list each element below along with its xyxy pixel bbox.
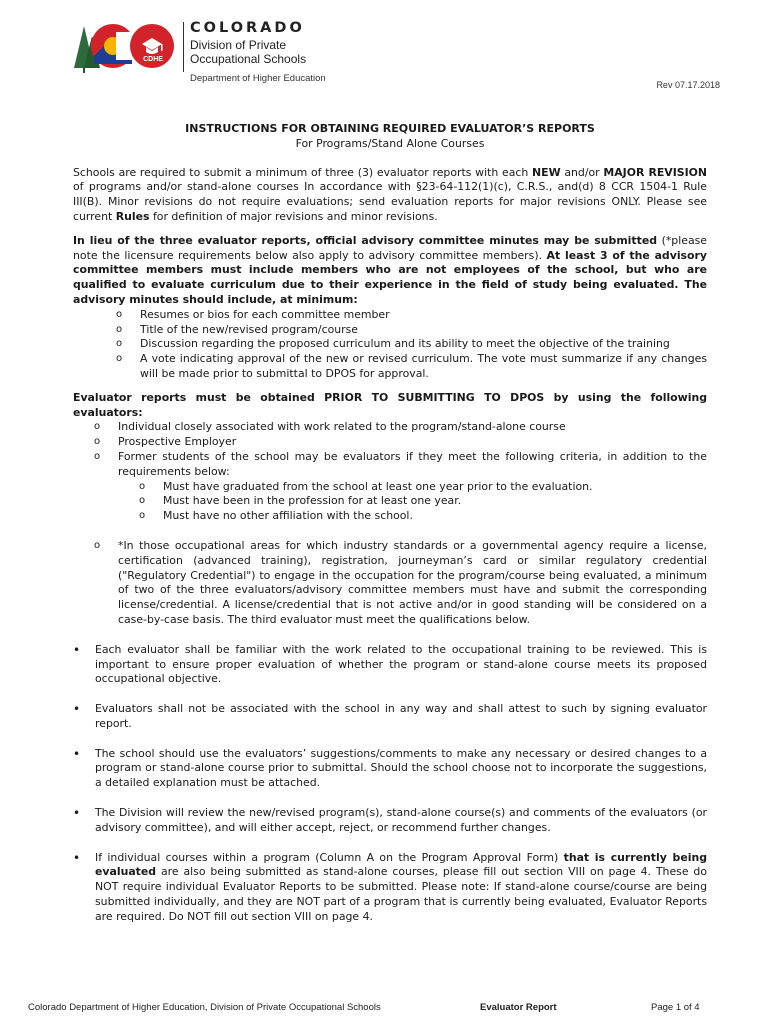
list-item: o A vote indicating approval of the new or revised curriculum. The vote must summarize if any changes will be made prior to submittal to DPOS for approval. (140, 352, 707, 382)
org-department: Department of Higher Education (190, 73, 326, 84)
list-item: o Title of the new/revised program/course (140, 323, 707, 338)
org-division-line1: Division of Private (190, 38, 287, 52)
footer-org: Colorado Department of Higher Education, Division of Private Occupational Schools (28, 1002, 381, 1013)
list-item: • The school should use the evaluators’ suggestions/comments to make any necessary or desired changes to a program or stand-alone course prior to submittal. Should the school choose not to incorporate the suggestions, a detailed explanation must be attached. (95, 747, 707, 791)
footer-page-number: Page 1 of 4 (651, 1002, 700, 1013)
former-student-criteria-list (73, 480, 707, 524)
evaluator-list (73, 420, 707, 479)
list-item: o Prospective Employer (118, 435, 707, 450)
list-item: o Must have no other affiliation with the school. (163, 509, 707, 524)
license-note-list (73, 539, 707, 628)
advisory-committee-paragraph: In lieu of the three evaluator reports, official advisory committee minutes may be submitted (*please note the licensure requirements below also apply to advisory committee members). At least 3 of the advisory committee members must include members who are not employees of the school, but who are qualified to evaluate curriculum due to their experience in the field of study being evaluated. The advisory minutes should include, at minimum: (73, 233, 707, 306)
list-item: o Resumes or bios for each committee member (140, 308, 707, 323)
list-item: o Former students of the school may be evaluators if they meet the following criteria, in addition to the requirements below: (118, 450, 707, 480)
document-title: INSTRUCTIONS FOR OBTAINING REQUIRED EVALUATOR’S REPORTS (185, 122, 595, 135)
header-divider (183, 22, 184, 72)
evaluator-heading: Evaluator reports must be obtained PRIOR TO SUBMITTING TO DPOS by using the following evaluators: (73, 390, 707, 419)
license-note: o *In those occupational areas for which industry standards or a governmental agency require a license, certification (advanced training), registration, journeyman’s card or similar regulatory credential ("Regulatory Credential") to engage in the occupation for the program/course being evaluated, a minimum of two of the three evaluators/advisory committee members must have and submit the corresponding license/credential. A license/credential that is not active and/or in good standing will be considered on a case-by-case basis. The third evaluator must meet the qualifications below. (118, 539, 707, 628)
list-item: • Evaluators shall not be associated with the school in any way and shall attest to such by signing evaluator report. (95, 702, 707, 732)
document-subtitle: For Programs/Stand Alone Courses (295, 136, 485, 150)
list-item: o Discussion regarding the proposed curriculum and its ability to meet the objective of the training (140, 337, 707, 352)
advisory-minutes-list (73, 308, 707, 382)
list-item: • Each evaluator shall be familiar with the work related to the occupational training to be reviewed. This is important to ensure proper evaluation of whether the program or stand-alone course meets its proposed occupational objective. (95, 643, 707, 687)
org-block (190, 20, 410, 84)
list-item: o Must have been in the profession for at least one year. (163, 494, 707, 509)
org-division-line2: Occupational Schools (190, 52, 307, 66)
footer-doc-name: Evaluator Report (480, 1002, 557, 1013)
org-name: COLORADO (190, 20, 305, 36)
colorado-cdhe-logo (70, 16, 185, 76)
list-item: • The Division will review the new/revised program(s), stand-alone course(s) and comments of the evaluators (or advisory committee), and will either accept, reject, or recommend further changes. (95, 806, 707, 836)
list-item: • If individual courses within a program (Column A on the Program Approval Form) that is currently being evaluated are also being submitted as stand-alone courses, please fill out section VIII on page 4. These do NOT require individual Evaluator Reports to be submitted. Please note: If stand-alone course/course are being submitted individually, and they are NOT part of a program that is currently being evaluated, Evaluator Reports are required. Do NOT fill out section VIII on page 4. (95, 851, 707, 925)
list-item: o Must have graduated from the school at least one year prior to the evaluation. (163, 480, 707, 495)
requirement-paragraph: Schools are required to submit a minimum of three (3) evaluator reports with each NEW and/or MAJOR REVISION of programs and/or stand-alone courses In accordance with §23-64-112(1)(c), C.R.S., and(d) 8 CCR 1504-1 Rule III(B). Minor revisions do not require evaluations; send evaluation reports for major revisions ONLY. Please see current Rules for definition of major revisions and minor revisions. (73, 165, 708, 223)
evaluator-rules-list (73, 643, 707, 925)
revision-date: Rev 07.17.2018 (656, 80, 720, 90)
logo-badge-text: CDHE (143, 56, 163, 63)
document-body (73, 122, 707, 940)
list-item: o Individual closely associated with work related to the program/stand-alone course (118, 420, 707, 435)
